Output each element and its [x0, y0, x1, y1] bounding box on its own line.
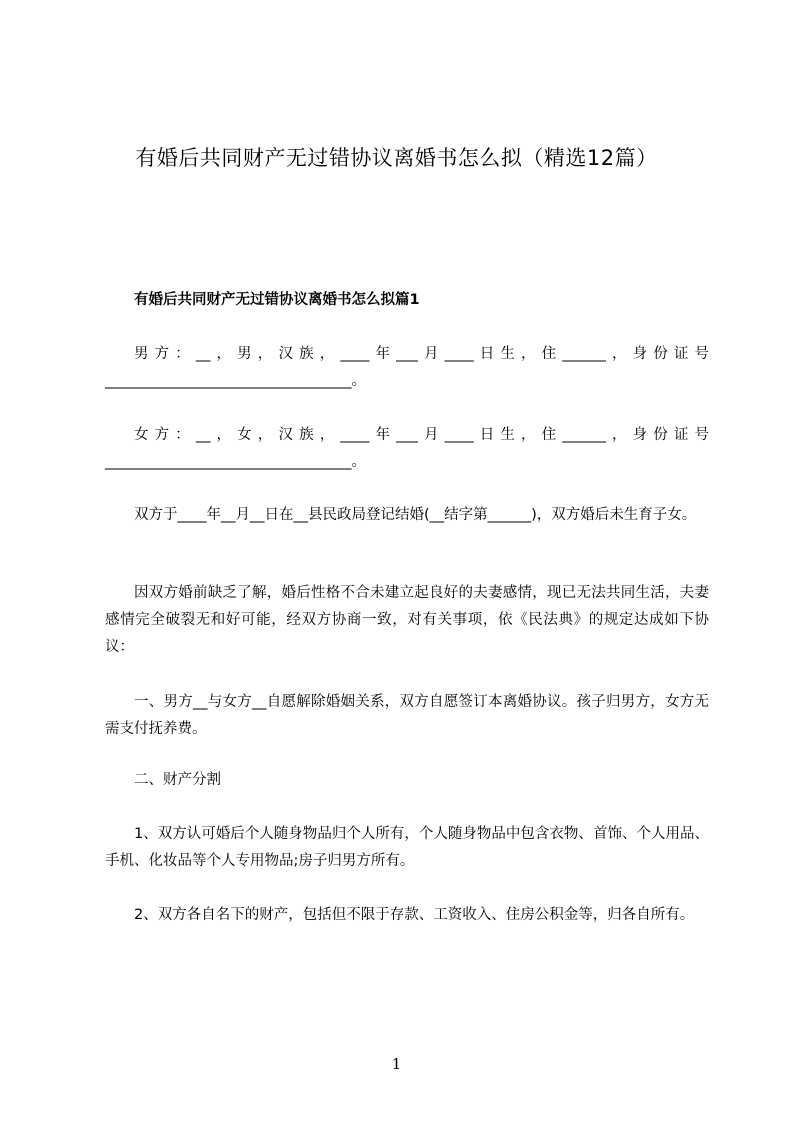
paragraph-female-party: 女方：__，女，汉族，____年___月____日生，住______，身份证号__________________________________。: [105, 427, 709, 470]
paragraph-male-party: 男方：__，男，汉族，____年___月____日生，住______，身份证号__________________________________。: [105, 346, 709, 389]
section-heading: 有婚后共同财产无过错协议离婚书怎么拟篇1: [134, 292, 420, 308]
clause-two-heading: 二、财产分割: [134, 772, 221, 788]
page-number: 1: [391, 1055, 402, 1073]
paragraph-divorce-reason: 因双方婚前缺乏了解，婚后性格不合未建立起良好的夫妻感情，现已无法共同生活，夫妻感情完全破裂无和好可能，经双方协商一致，对有关事项，依《民法典》的规定达成如下协议：: [105, 585, 709, 655]
document-title: 有婚后共同财产无过错协议离婚书怎么拟（精选12篇）: [135, 146, 658, 170]
paragraph-marriage-registration: 双方于____年__月__日在__县民政局登记结婚(__结字第______)，双方婚后未生育子女。: [134, 507, 697, 523]
clause-one: 一、男方__与女方__自愿解除婚姻关系，双方自愿签订本离婚协议。孩子归男方，女方无需支付抚养费。: [105, 694, 709, 737]
property-item-two: 2、双方各自名下的财产，包括但不限于存款、工资收入、住房公积金等，归各自所有。: [134, 907, 695, 923]
property-item-one: 1、双方认可婚后个人随身物品归个人所有，个人随身物品中包含衣物、首饰、个人用品、手机、化妆品等个人专用物品;房子归男方所有。: [105, 826, 709, 869]
